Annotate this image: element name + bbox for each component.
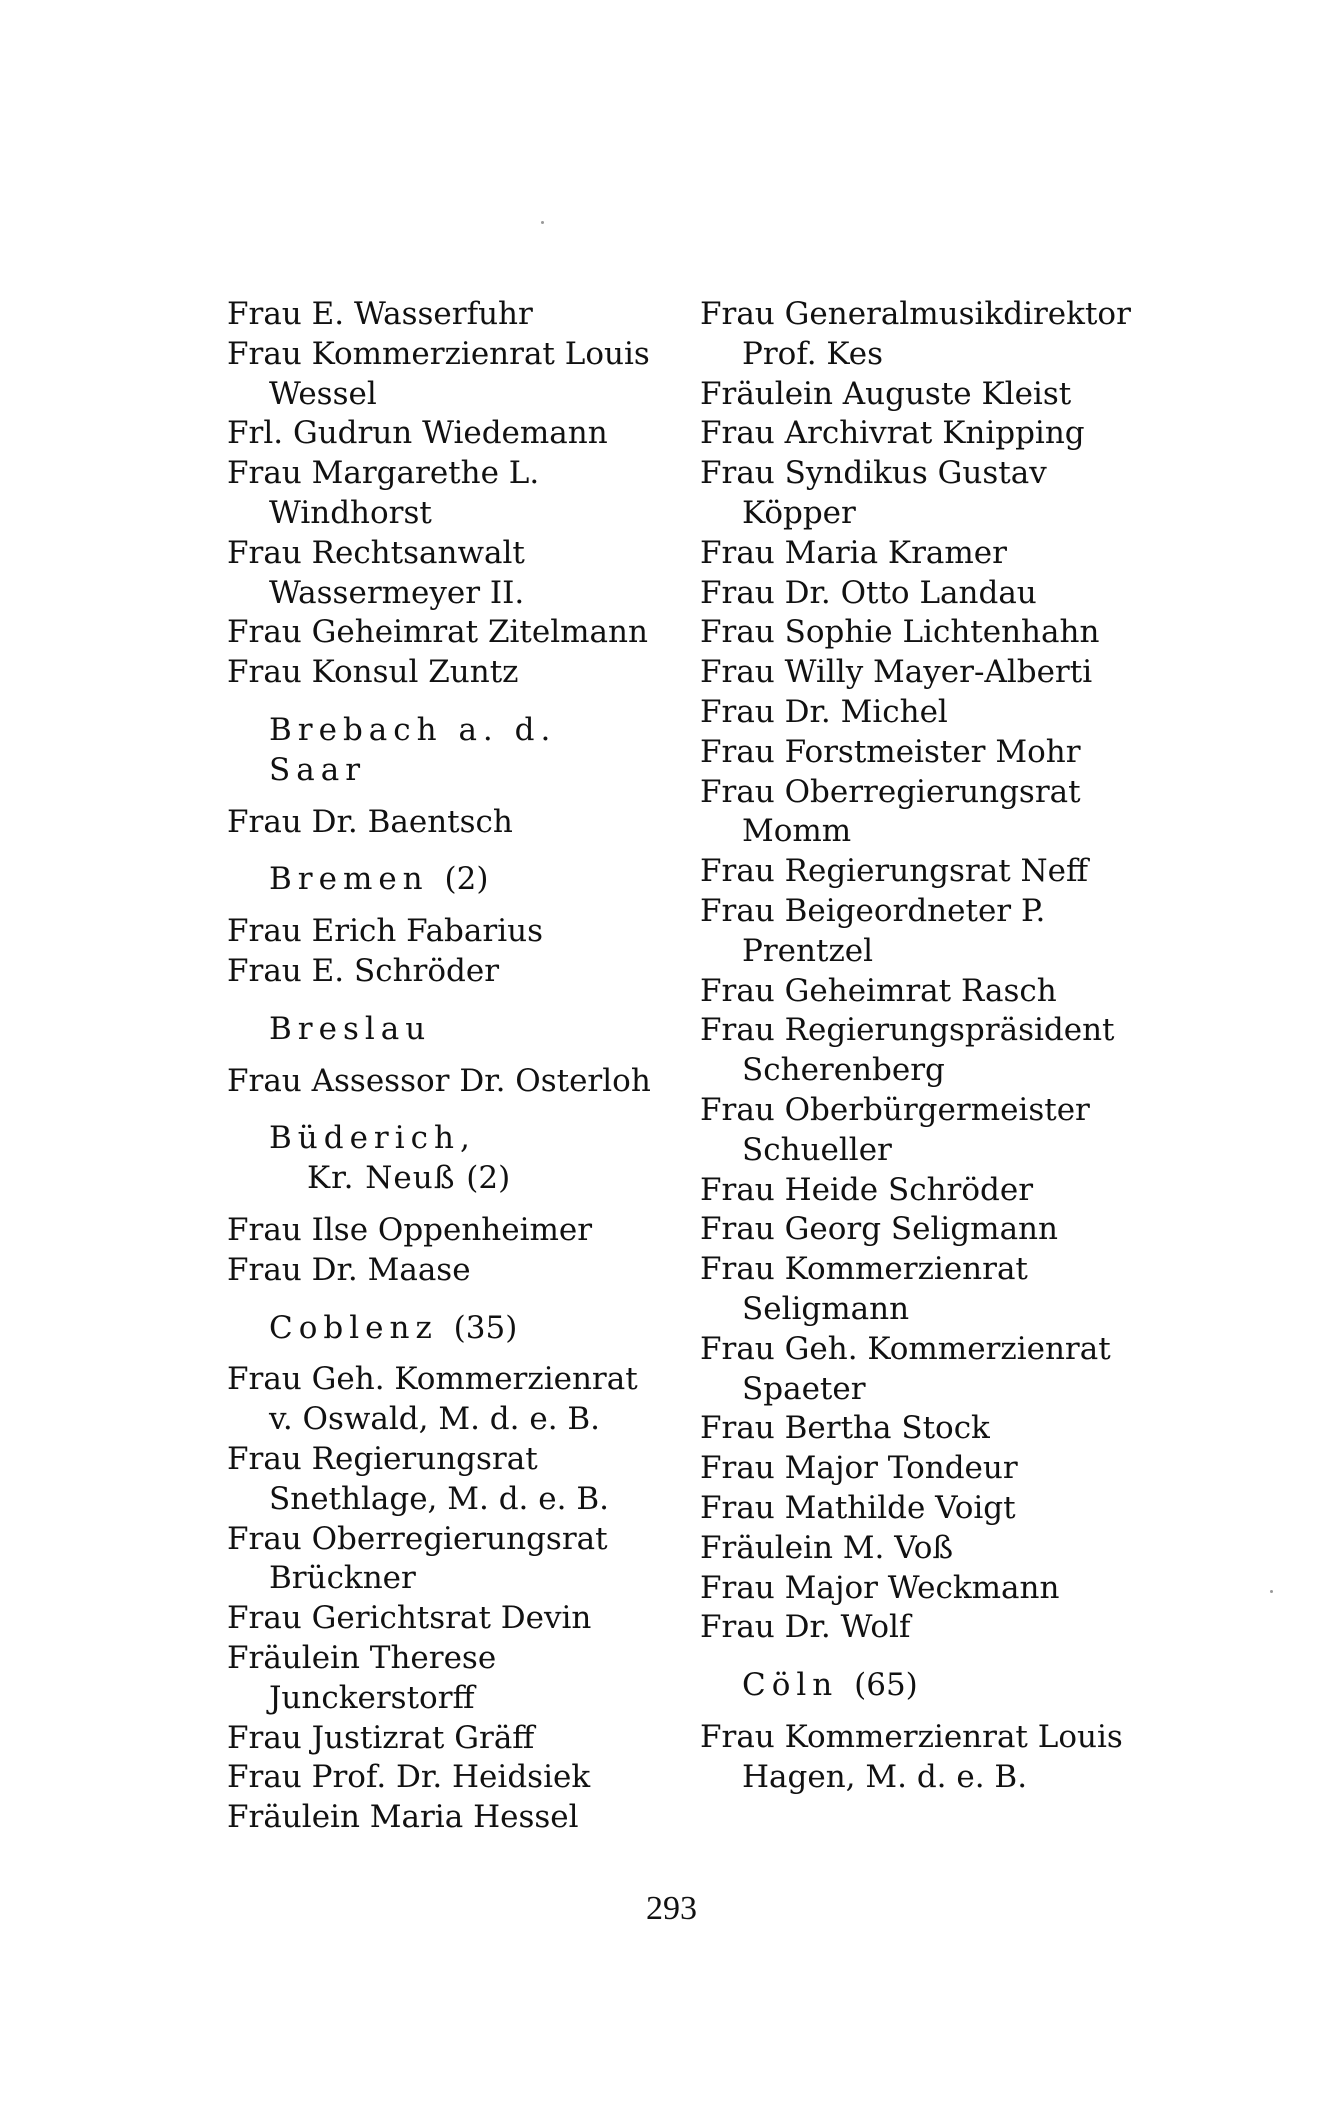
member-entry: Fräulein Maria Hessel (227, 1799, 579, 1836)
member-entry: Fräulein Auguste Kleist (700, 375, 1072, 412)
member-entry: Frau E. Wasserfuhr (227, 296, 533, 332)
page-number: 293 (646, 1890, 697, 1927)
city-district: Kr. Neuß (307, 1160, 456, 1197)
member-entry: Frau Prof. Dr. Heidsiek (227, 1759, 591, 1796)
member-entry: Frau Forstmeister Mohr (700, 733, 1081, 770)
member-entry: Frau Assessor Dr. Osterloh (227, 1062, 651, 1099)
member-entry: Frau Beigeordneter P. Prentzel (700, 892, 1046, 969)
paper-speck (1270, 1590, 1273, 1593)
member-entry: Frau Ilse Oppenheimer (227, 1211, 593, 1248)
member-entry: Frau Willy Mayer-Alberti (700, 654, 1093, 691)
member-entry: Frau Syndikus Gustav Köpper (700, 455, 1047, 531)
paper-speck (541, 221, 544, 224)
member-entry: Frau Regierungspräsident Scherenberg (700, 1012, 1115, 1089)
member-entry: Frl. Gudrun Wiedemann (227, 415, 608, 452)
member-count: (2) (444, 861, 489, 898)
member-entry: Frau Regierungsrat Neff (700, 853, 1089, 890)
member-entry: Frau Erich Fabarius (227, 913, 543, 950)
member-entry: Frau Geh. Kommerzienrat v. Oswald, M. d. e. B. (227, 1361, 638, 1438)
member-entry: Frau Oberregierungsrat Brückner (227, 1520, 608, 1597)
member-entry: Frau Kommerzienrat Seligmann (700, 1251, 1028, 1327)
member-entry: Frau Dr. Baentsch (227, 803, 513, 840)
member-entry: Frau Dr. Maase (227, 1251, 471, 1288)
member-entry: Frau Oberregierungsrat Momm (700, 773, 1081, 850)
member-count: (2) (466, 1160, 511, 1197)
member-entry: Frau Maria Kramer (700, 534, 1007, 571)
member-entry: Frau Sophie Lichtenhahn (700, 614, 1100, 651)
member-entry: Frau E. Schröder (227, 952, 500, 989)
member-entry: Frau Heide Schröder (700, 1171, 1034, 1208)
member-entry: Frau Dr. Otto Landau (700, 574, 1037, 611)
member-entry: Fräulein M. Voß (700, 1529, 954, 1566)
member-entry: Frau Rechtsanwalt Wassermeyer II. (227, 534, 525, 611)
city-name: Coblenz (269, 1309, 438, 1346)
right-column (700, 295, 1140, 1797)
member-entry: Frau Major Weckmann (700, 1569, 1060, 1606)
member-entry: Frau Oberbürgermeister Schueller (700, 1091, 1090, 1168)
member-entry: Frau Bertha Stock (700, 1410, 990, 1447)
city-heading (700, 1666, 1140, 1706)
member-entry: Frau Mathilde Voigt (700, 1489, 1016, 1526)
city-name: Cöln (742, 1667, 839, 1704)
member-count: (35) (453, 1309, 518, 1346)
member-entry: Frau Geheimrat Zitelmann (227, 614, 648, 651)
member-entry: Frau Dr. Wolf (700, 1609, 911, 1646)
member-entry: Frau Archivrat Knipping (700, 415, 1085, 452)
city-heading (227, 1119, 667, 1199)
city-heading (227, 1010, 667, 1050)
member-entry: Frau Regierungsrat Snethlage, M. d. e. B. (227, 1440, 609, 1517)
city-name: Breslau (269, 1010, 432, 1047)
member-entry: Frau Kommerzienrat Louis Wessel (227, 335, 650, 412)
member-entry: Frau Justizrat Gräff (227, 1719, 535, 1756)
member-entry: Frau Konsul Zuntz (227, 654, 519, 691)
left-column (227, 295, 667, 1838)
member-entry: Frau Dr. Michel (700, 693, 948, 730)
member-entry: Frau Generalmusikdirektor Prof. Kes (700, 296, 1131, 372)
member-entry: Frau Kommerzienrat Louis Hagen, M. d. e. B. (700, 1718, 1123, 1795)
city-heading (227, 860, 667, 900)
member-entry: Frau Major Tondeur (700, 1450, 1018, 1487)
member-entry: Frau Gerichtsrat Devin (227, 1600, 592, 1637)
member-entry: Frau Margarethe L. Windhorst (227, 455, 540, 531)
member-count: (65) (854, 1667, 918, 1704)
city-name: Bremen (269, 861, 429, 898)
member-entry: Frau Geheimrat Rasch (700, 972, 1057, 1009)
city-heading (227, 711, 667, 791)
city-name: Büderich, (269, 1120, 476, 1157)
member-entry: Frau Geh. Kommerzienrat Spaeter (700, 1330, 1111, 1407)
member-entry: Fräulein Therese Junckerstorff (227, 1639, 497, 1716)
city-subheading (269, 1159, 667, 1199)
member-entry: Frau Georg Seligmann (700, 1211, 1058, 1248)
city-name: Brebach a. d. Saar (269, 711, 557, 788)
city-heading (227, 1309, 667, 1349)
